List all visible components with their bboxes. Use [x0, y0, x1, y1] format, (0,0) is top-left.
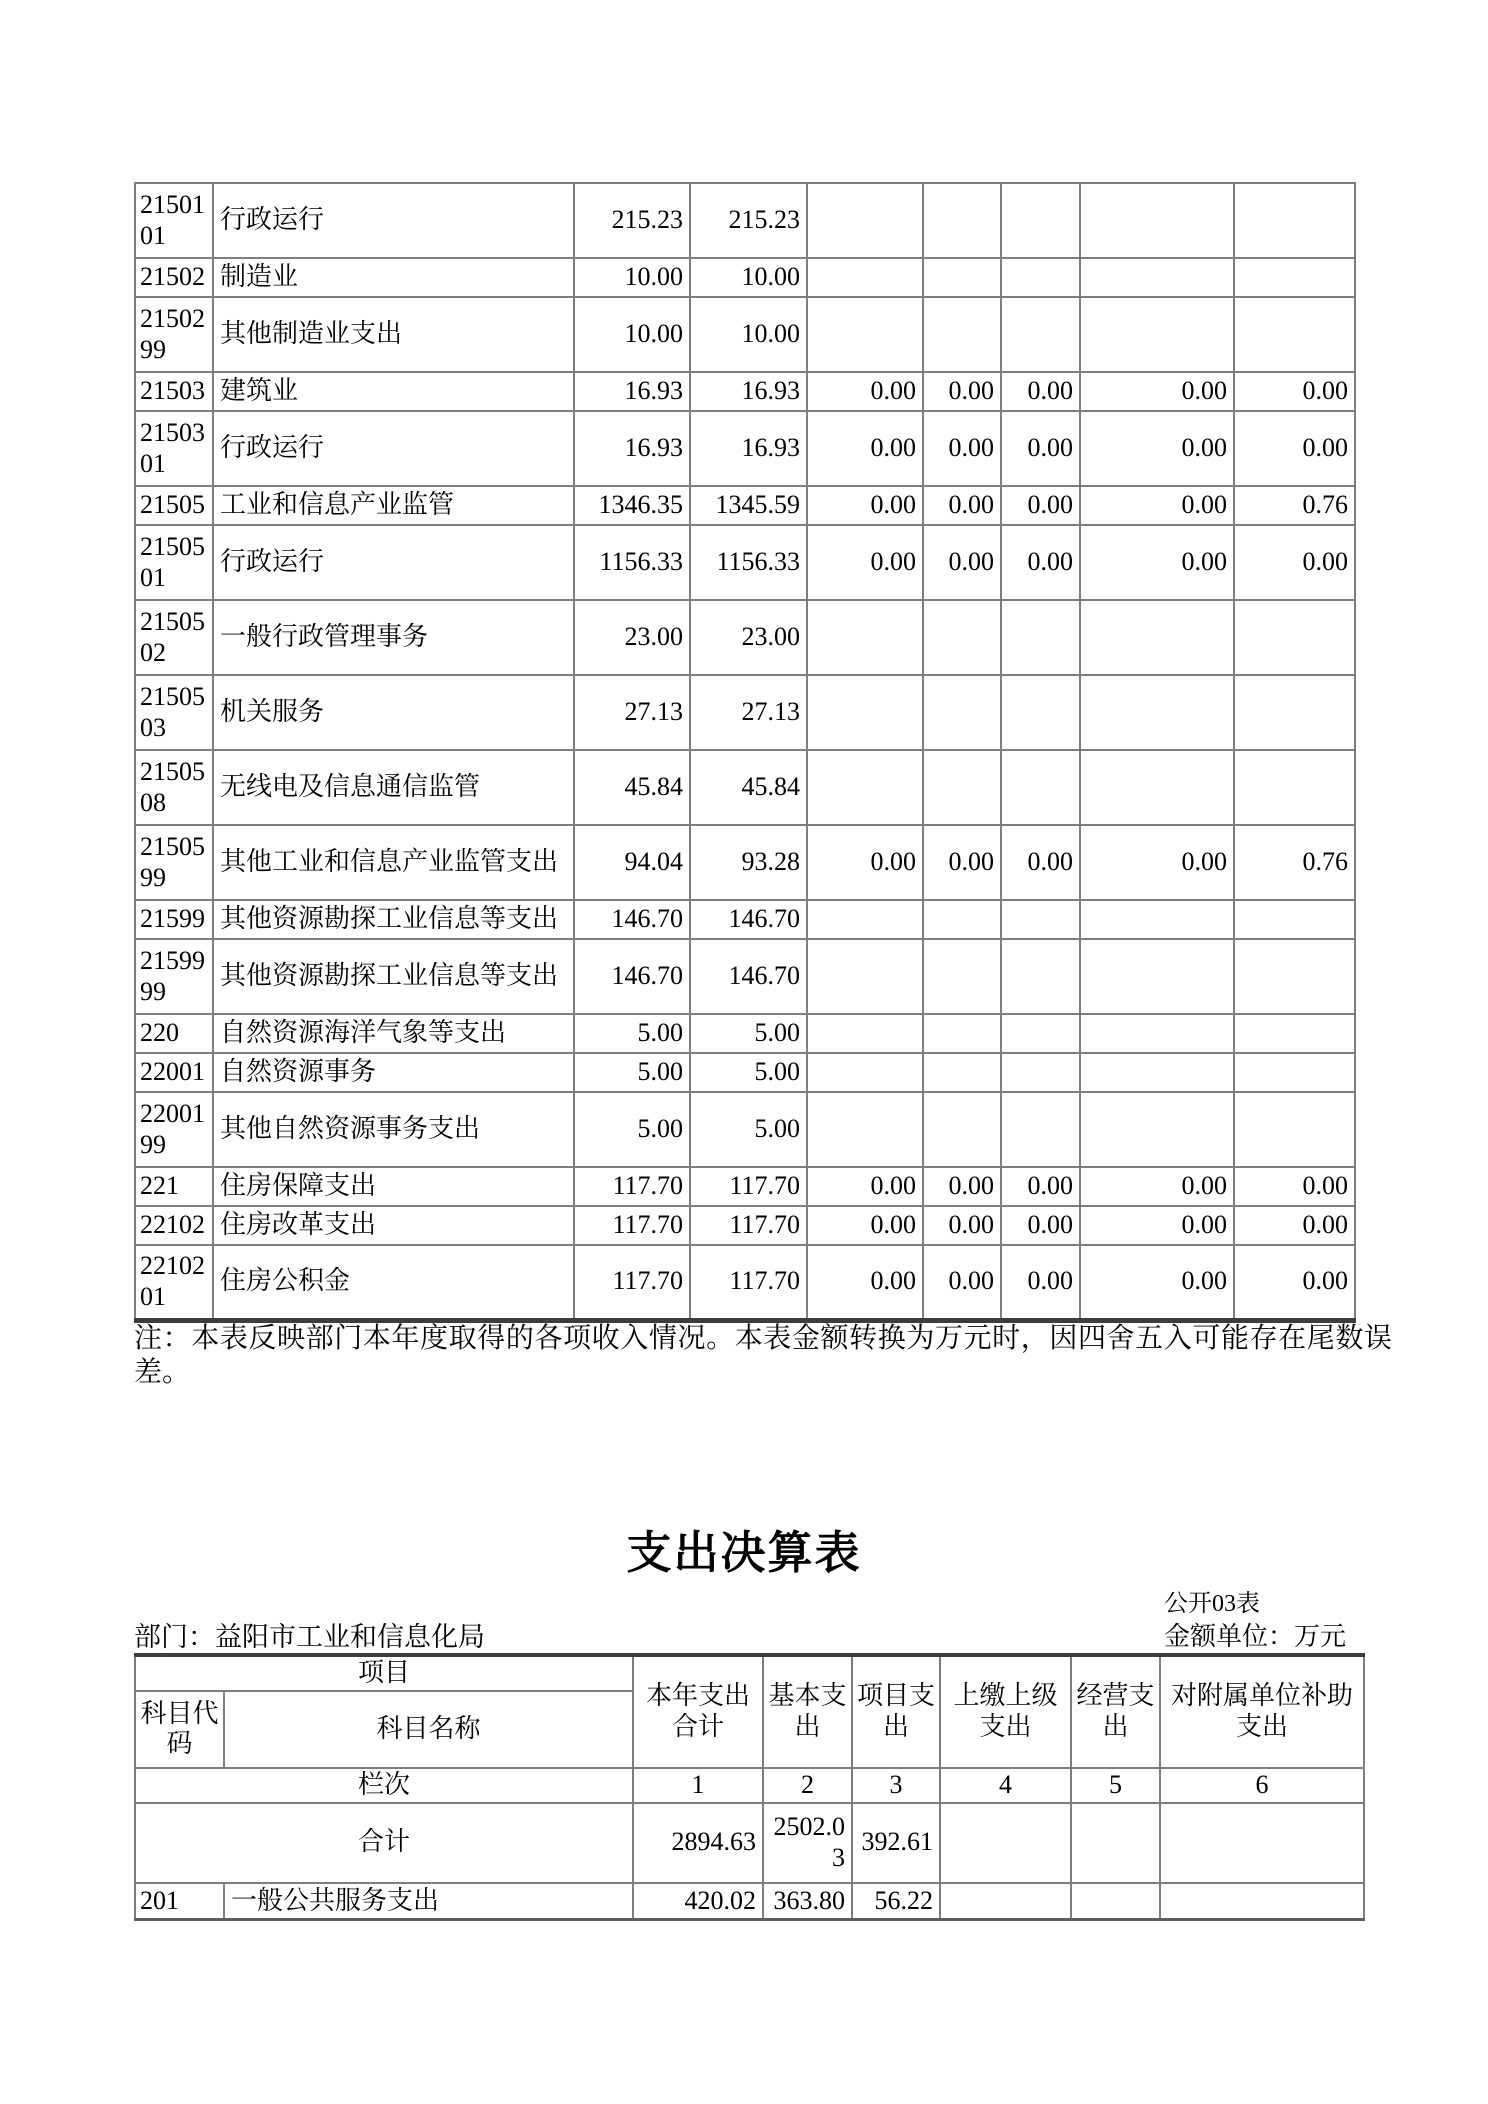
value-cell: 0.00 — [1080, 1206, 1234, 1245]
value-cell — [1001, 183, 1080, 258]
value-cell: 1156.33 — [574, 525, 690, 600]
table-row — [135, 1167, 1355, 1206]
name-cell: 其他制造业支出 — [213, 297, 574, 372]
value-cell — [1080, 750, 1234, 825]
income-table-note: 注：本表反映部门本年度取得的各项收入情况。本表金额转换为万元时，因四舍五入可能存在尾数误差。 — [134, 1323, 1392, 1388]
name-cell: 自然资源海洋气象等支出 — [213, 1014, 574, 1053]
subject-code-header-cell: 科目代码 — [135, 1691, 224, 1768]
value-cell — [923, 1092, 1001, 1167]
value-cell — [1234, 1092, 1355, 1167]
total-value-cell — [1071, 1803, 1160, 1883]
code-cell: 2150501 — [135, 525, 213, 600]
table-row — [135, 825, 1355, 900]
value-cell: 10.00 — [574, 297, 690, 372]
name-cell: 住房公积金 — [213, 1245, 574, 1320]
name-cell: 一般行政管理事务 — [213, 600, 574, 675]
value-cell: 16.93 — [574, 372, 690, 411]
value-cell — [1234, 675, 1355, 750]
value-cell — [923, 297, 1001, 372]
value-cell: 1345.59 — [690, 486, 807, 525]
value-cell: 0.00 — [807, 411, 923, 486]
code-cell: 2210201 — [135, 1245, 213, 1320]
name-cell: 一般公共服务支出 — [224, 1883, 633, 1920]
value-cell — [1080, 900, 1234, 939]
value-cell — [807, 1014, 923, 1053]
value-cell — [807, 900, 923, 939]
table-row — [135, 750, 1355, 825]
name-cell: 行政运行 — [213, 525, 574, 600]
name-cell: 行政运行 — [213, 411, 574, 486]
table-row — [135, 297, 1355, 372]
value-cell: 0.00 — [1001, 411, 1080, 486]
table-row — [135, 1053, 1355, 1092]
project-header-cell: 项目 — [135, 1655, 633, 1691]
value-cell — [1080, 1014, 1234, 1053]
value-cell — [1234, 750, 1355, 825]
value-cell — [1001, 258, 1080, 297]
table-row — [135, 900, 1355, 939]
value-cell: 27.13 — [690, 675, 807, 750]
value-cell: 0.00 — [923, 525, 1001, 600]
value-cell: 23.00 — [574, 600, 690, 675]
value-cell: 0.00 — [1080, 372, 1234, 411]
value-cell: 0.00 — [807, 372, 923, 411]
code-cell: 2200199 — [135, 1092, 213, 1167]
name-cell: 其他自然资源事务支出 — [213, 1092, 574, 1167]
value-cell: 0.00 — [807, 1206, 923, 1245]
value-cell: 0.76 — [1234, 486, 1355, 525]
value-cell: 0.00 — [1001, 486, 1080, 525]
value-cell — [1080, 675, 1234, 750]
value-cell: 0.00 — [1234, 525, 1355, 600]
column-number-cell: 5 — [1071, 1768, 1160, 1803]
total-label-cell: 合计 — [135, 1803, 633, 1883]
name-cell: 行政运行 — [213, 183, 574, 258]
table-row — [135, 1092, 1355, 1167]
value-cell: 0.00 — [807, 486, 923, 525]
code-cell: 2150502 — [135, 600, 213, 675]
value-cell: 0.00 — [923, 1206, 1001, 1245]
table-row — [135, 600, 1355, 675]
value-cell: 5.00 — [690, 1053, 807, 1092]
value-cell: 0.00 — [1080, 525, 1234, 600]
code-cell: 2150101 — [135, 183, 213, 258]
value-cell: 0.00 — [1234, 411, 1355, 486]
name-cell: 机关服务 — [213, 675, 574, 750]
total-row — [135, 1803, 1364, 1883]
table-row — [135, 183, 1355, 258]
value-cell — [923, 900, 1001, 939]
header-cell: 本年支出合计 — [633, 1655, 763, 1768]
public-table-code: 公开03表 — [1164, 1591, 1260, 1617]
value-cell: 117.70 — [690, 1206, 807, 1245]
table-row — [135, 1206, 1355, 1245]
value-cell — [1080, 183, 1234, 258]
value-cell — [1001, 1053, 1080, 1092]
value-cell: 146.70 — [690, 900, 807, 939]
value-cell — [1001, 900, 1080, 939]
table-row — [135, 939, 1355, 1014]
value-cell — [1234, 258, 1355, 297]
value-cell — [1080, 1053, 1234, 1092]
value-cell: 5.00 — [574, 1053, 690, 1092]
value-cell: 23.00 — [690, 600, 807, 675]
value-cell: 0.00 — [1234, 1167, 1355, 1206]
value-cell — [923, 1014, 1001, 1053]
code-cell: 2159999 — [135, 939, 213, 1014]
value-cell: 0.00 — [807, 825, 923, 900]
value-cell: 0.00 — [1001, 525, 1080, 600]
value-cell — [1001, 750, 1080, 825]
value-cell — [807, 750, 923, 825]
value-cell — [923, 183, 1001, 258]
header-row-project — [135, 1655, 1364, 1691]
value-cell: 0.00 — [1001, 825, 1080, 900]
value-cell: 1156.33 — [690, 525, 807, 600]
value-cell: 117.70 — [690, 1245, 807, 1320]
value-cell: 146.70 — [574, 900, 690, 939]
value-cell: 94.04 — [574, 825, 690, 900]
value-cell: 0.00 — [1001, 1245, 1080, 1320]
name-cell: 其他资源勘探工业信息等支出 — [213, 939, 574, 1014]
value-cell — [807, 600, 923, 675]
value-cell: 10.00 — [690, 297, 807, 372]
value-cell — [807, 258, 923, 297]
header-cell: 上缴上级支出 — [940, 1655, 1071, 1768]
value-cell: 146.70 — [690, 939, 807, 1014]
table-row — [135, 372, 1355, 411]
value-cell: 0.00 — [923, 1245, 1001, 1320]
name-cell: 其他资源勘探工业信息等支出 — [213, 900, 574, 939]
value-cell: 10.00 — [574, 258, 690, 297]
value-cell: 16.93 — [690, 372, 807, 411]
code-cell: 220 — [135, 1014, 213, 1053]
code-cell: 2150599 — [135, 825, 213, 900]
value-cell: 0.00 — [807, 1167, 923, 1206]
value-cell — [1234, 600, 1355, 675]
code-cell: 221 — [135, 1167, 213, 1206]
value-cell — [1234, 183, 1355, 258]
table-row — [135, 486, 1355, 525]
value-cell — [1001, 675, 1080, 750]
value-cell: 0.00 — [807, 525, 923, 600]
table-row — [135, 1883, 1364, 1920]
name-cell: 建筑业 — [213, 372, 574, 411]
header-cell: 项目支出 — [852, 1655, 940, 1768]
total-value-cell: 2894.63 — [633, 1803, 763, 1883]
value-cell: 16.93 — [690, 411, 807, 486]
value-cell — [923, 1053, 1001, 1092]
code-cell: 21502 — [135, 258, 213, 297]
value-cell — [1001, 939, 1080, 1014]
value-cell — [923, 675, 1001, 750]
code-cell: 21599 — [135, 900, 213, 939]
value-cell: 0.00 — [1234, 1245, 1355, 1320]
value-cell: 0.00 — [1001, 372, 1080, 411]
subject-name-header-cell: 科目名称 — [224, 1691, 633, 1768]
code-cell: 21505 — [135, 486, 213, 525]
value-cell: 45.84 — [690, 750, 807, 825]
page-title: 支出决算表 — [626, 1528, 862, 1578]
value-cell: 16.93 — [574, 411, 690, 486]
value-cell — [923, 258, 1001, 297]
value-cell — [1080, 297, 1234, 372]
column-number-cell: 1 — [633, 1768, 763, 1803]
code-cell: 2150508 — [135, 750, 213, 825]
code-cell: 21503 — [135, 372, 213, 411]
code-cell: 22001 — [135, 1053, 213, 1092]
value-cell: 10.00 — [690, 258, 807, 297]
name-cell: 无线电及信息通信监管 — [213, 750, 574, 825]
department-label: 部门：益阳市工业和信息化局 — [134, 1622, 485, 1652]
header-cell: 基本支出 — [763, 1655, 852, 1768]
table-row — [135, 675, 1355, 750]
value-cell: 1346.35 — [574, 486, 690, 525]
value-cell: 0.76 — [1234, 825, 1355, 900]
code-cell: 201 — [135, 1883, 224, 1920]
value-cell: 56.22 — [852, 1883, 940, 1920]
value-cell — [1080, 258, 1234, 297]
value-cell: 5.00 — [574, 1092, 690, 1167]
value-cell: 0.00 — [923, 1167, 1001, 1206]
value-cell: 0.00 — [923, 486, 1001, 525]
value-cell — [923, 939, 1001, 1014]
value-cell: 0.00 — [1080, 1167, 1234, 1206]
value-cell: 0.00 — [1080, 411, 1234, 486]
value-cell: 0.00 — [1080, 825, 1234, 900]
name-cell: 住房改革支出 — [213, 1206, 574, 1245]
code-cell: 2150299 — [135, 297, 213, 372]
column-index-row — [135, 1768, 1364, 1803]
value-cell — [807, 1092, 923, 1167]
value-cell: 5.00 — [690, 1092, 807, 1167]
value-cell — [1234, 1053, 1355, 1092]
value-cell: 0.00 — [1001, 1167, 1080, 1206]
value-cell — [1234, 939, 1355, 1014]
value-cell — [1001, 1092, 1080, 1167]
value-cell: 5.00 — [574, 1014, 690, 1053]
table-row — [135, 1014, 1355, 1053]
value-cell: 0.00 — [1080, 1245, 1234, 1320]
column-number-cell: 6 — [1160, 1768, 1364, 1803]
name-cell: 制造业 — [213, 258, 574, 297]
name-cell: 自然资源事务 — [213, 1053, 574, 1092]
value-cell: 0.00 — [1001, 1206, 1080, 1245]
name-cell: 工业和信息产业监管 — [213, 486, 574, 525]
value-cell: 0.00 — [923, 372, 1001, 411]
expenditure-table — [134, 1653, 1365, 1921]
value-cell: 117.70 — [574, 1206, 690, 1245]
value-cell: 117.70 — [574, 1245, 690, 1320]
table-row — [135, 525, 1355, 600]
header-cell: 经营支出 — [1071, 1655, 1160, 1768]
value-cell: 363.80 — [763, 1883, 852, 1920]
value-cell: 0.00 — [1234, 372, 1355, 411]
table-row — [135, 411, 1355, 486]
value-cell: 0.00 — [923, 825, 1001, 900]
column-number-cell: 2 — [763, 1768, 852, 1803]
value-cell — [1071, 1883, 1160, 1920]
value-cell: 146.70 — [574, 939, 690, 1014]
value-cell: 45.84 — [574, 750, 690, 825]
value-cell — [1080, 939, 1234, 1014]
code-cell: 22102 — [135, 1206, 213, 1245]
value-cell — [1001, 600, 1080, 675]
value-cell — [1001, 1014, 1080, 1053]
unit-label: 金额单位：万元 — [1164, 1622, 1347, 1651]
header-cell: 对附属单位补助支出 — [1160, 1655, 1364, 1768]
value-cell: 0.00 — [807, 1245, 923, 1320]
total-value-cell — [940, 1803, 1071, 1883]
table-row — [135, 258, 1355, 297]
value-cell: 215.23 — [690, 183, 807, 258]
value-cell: 0.00 — [1080, 486, 1234, 525]
value-cell — [923, 750, 1001, 825]
value-cell: 117.70 — [690, 1167, 807, 1206]
name-cell: 其他工业和信息产业监管支出 — [213, 825, 574, 900]
value-cell — [1234, 900, 1355, 939]
lanci-cell: 栏次 — [135, 1768, 633, 1803]
name-cell: 住房保障支出 — [213, 1167, 574, 1206]
value-cell — [923, 600, 1001, 675]
column-number-cell: 4 — [940, 1768, 1071, 1803]
value-cell: 215.23 — [574, 183, 690, 258]
value-cell: 420.02 — [633, 1883, 763, 1920]
value-cell — [940, 1883, 1071, 1920]
value-cell: 93.28 — [690, 825, 807, 900]
total-value-cell — [1160, 1803, 1364, 1883]
column-number-cell: 3 — [852, 1768, 940, 1803]
value-cell: 27.13 — [574, 675, 690, 750]
value-cell — [1234, 1014, 1355, 1053]
value-cell: 117.70 — [574, 1167, 690, 1206]
total-value-cell: 2502.03 — [763, 1803, 852, 1883]
code-cell: 2150503 — [135, 675, 213, 750]
value-cell: 5.00 — [690, 1014, 807, 1053]
value-cell — [807, 675, 923, 750]
table-row — [135, 1245, 1355, 1320]
value-cell — [1234, 297, 1355, 372]
total-value-cell: 392.61 — [852, 1803, 940, 1883]
income-table — [134, 182, 1356, 1323]
code-cell: 2150301 — [135, 411, 213, 486]
value-cell — [1080, 1092, 1234, 1167]
value-cell: 0.00 — [923, 411, 1001, 486]
value-cell — [807, 297, 923, 372]
value-cell — [1080, 600, 1234, 675]
value-cell — [807, 183, 923, 258]
value-cell — [807, 939, 923, 1014]
value-cell — [807, 1053, 923, 1092]
value-cell — [1160, 1883, 1364, 1920]
value-cell: 0.00 — [1234, 1206, 1355, 1245]
value-cell — [1001, 297, 1080, 372]
